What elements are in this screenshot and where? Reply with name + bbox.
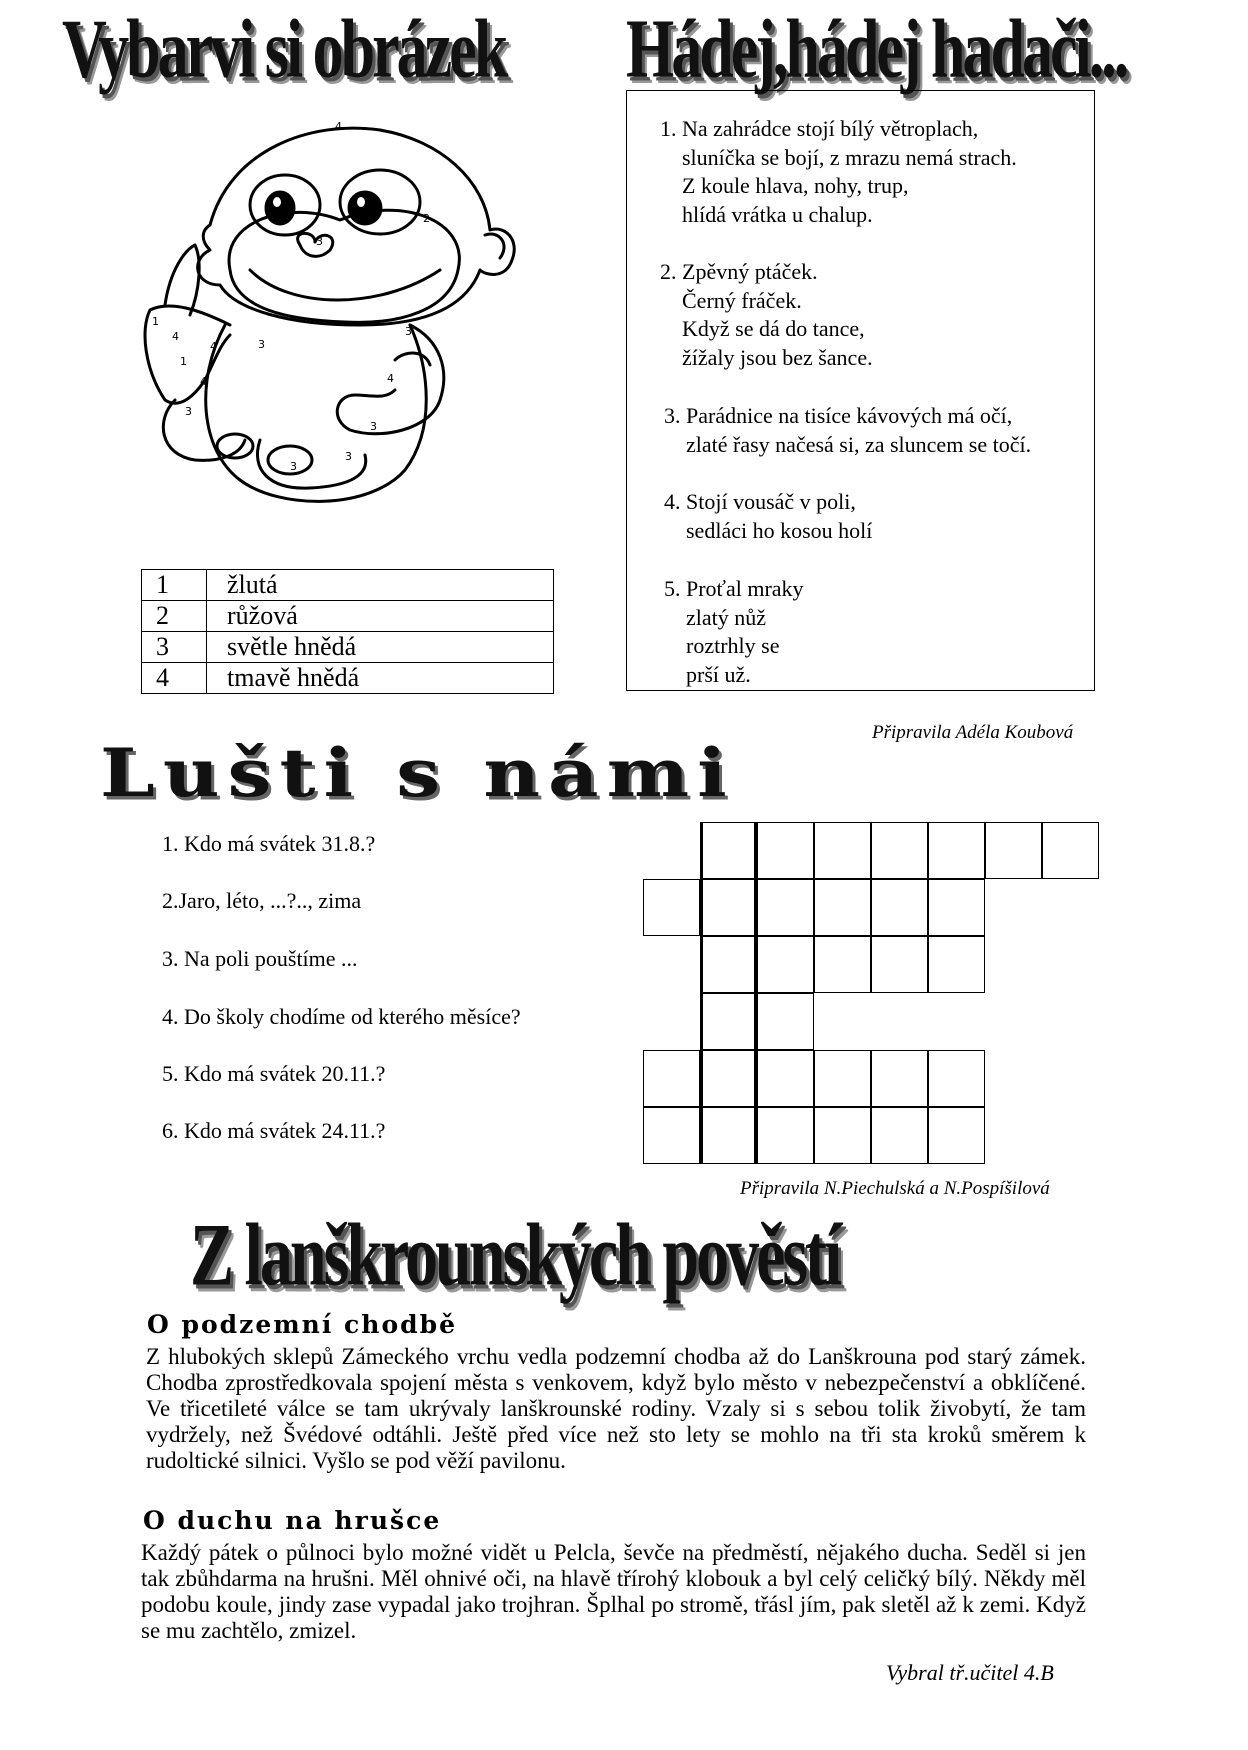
crossword-cell[interactable] [757,1050,814,1107]
crossword-cell[interactable] [871,936,928,993]
riddle-line: prší už. [686,661,751,687]
crossword-cell[interactable] [643,879,700,936]
region-number: 3 [345,450,352,463]
riddles-heading: Hádej,hádej hadači... [626,3,1127,96]
coloring-heading: Vybarvi si obrázek [62,3,506,96]
crossword-cell[interactable] [814,1050,871,1107]
region-number: 2 [423,212,430,225]
legend-color: světle hnědá [207,632,554,663]
riddle [660,115,1017,229]
region-number: 3 [258,338,265,351]
crossword-clue: 3. Na poli pouštíme ... [162,946,358,971]
region-number: 4 [387,372,394,385]
crossword-cell[interactable] [814,936,871,993]
crossword-cell[interactable] [757,879,814,936]
region-number: 4 [172,330,179,343]
region-number: 3 [290,460,297,473]
crossword-cell[interactable] [643,1050,700,1107]
crossword-cell[interactable] [1042,822,1099,879]
crossword-heading: Lušti s námi [100,735,735,813]
crossword-cell[interactable] [814,822,871,879]
story-text: Každý pátek o půlnoci bylo možné vidět u Pelcla, ševče na předměstí, nějakého ducha. Seděl si jen tak zbůhdarma na hrušni. Měl ohnivé oči, na hlavě třírohý klobouk a byl celý celičký bílý. Někdy měl podobu koule, jindy zase vypadal jako trojhran. Šplhal po stromě, třásl jím, pak sletěl až k zemi. Když se mu zachtělo, zmizel. [141,1540,1086,1643]
crossword-credit: Připravila N.Piechulská a N.Pospíšilová [740,1178,1050,1199]
riddle [664,402,1031,459]
riddle [660,258,873,372]
monkey-coloring-picture [140,110,520,560]
region-number: 3 [405,325,412,338]
story-title: O podzemní chodbě [147,1310,457,1339]
riddle-line: 3. Parádnice na tisíce kávových má očí, [664,403,1013,428]
story-text: Z hlubokých sklepů Zámeckého vrchu vedla podzemní chodba až do Lanškrouna pod starý zámek. Chodba zprostředkovala spojení města s venkovem, když bylo město v nebezpečenství a obklíčené. Ve třicetileté válce se tam ukrývaly lanškrounské rodiny. Vzaly si s sebou tolik živobytí, že tam vydržely, než Švédové odtáhli. Ještě před více než sto lety se mohlo na tři sta kroků směrem k rudoltické silnici. Vyšlo se pod věží pavilonu. [146,1344,1086,1473]
crossword-clue: 6. Kdo má svátek 24.11.? [162,1118,386,1143]
legend-color: žlutá [207,570,554,601]
crossword-cell[interactable] [928,1107,985,1164]
legend-color: růžová [207,601,554,632]
crossword-clue: 5. Kdo má svátek 20.11.? [162,1061,386,1086]
crossword-clue: 4. Do školy chodíme od kterého měsíce? [162,1004,521,1029]
legend-row [142,570,554,601]
riddle-line: Černý fráček. [682,287,802,313]
crossword-cell[interactable] [700,879,757,936]
riddle-line: roztrhly se [686,633,780,658]
crossword-cell[interactable] [700,1050,757,1107]
legend-row [142,632,554,663]
region-number: 4 [335,120,342,133]
crossword-cell[interactable] [928,1050,985,1107]
region-number: 4 [210,340,217,353]
riddle-line: zlaté řasy načesá si, za sluncem se točí. [686,431,1032,457]
region-number: 4 [200,375,207,388]
region-number: 3 [370,420,377,433]
crossword-clue: 2.Jaro, léto, ...?.., zima [162,888,362,913]
crossword-cell[interactable] [757,993,814,1050]
crossword-cell[interactable] [871,822,928,879]
crossword-cell[interactable] [757,822,814,879]
region-number: 3 [185,405,192,418]
legends-heading: Z lanškrounských pověstí [190,1206,840,1305]
crossword-cell[interactable] [871,1107,928,1164]
riddles-credit: Připravila Adéla Koubová [872,722,1074,743]
crossword-cell[interactable] [928,936,985,993]
crossword-cell[interactable] [757,1107,814,1164]
crossword-cell[interactable] [700,1107,757,1164]
legend-number: 2 [142,601,207,632]
region-number: 3 [316,235,323,248]
region-number: 1 [152,315,159,328]
legend-row [142,601,554,632]
crossword-cell[interactable] [643,1107,700,1164]
legend-number: 4 [142,663,207,694]
riddle [664,488,872,545]
crossword-cell[interactable] [871,1050,928,1107]
riddle [664,575,804,689]
legends-credit: Vybral tř.učitel 4.B [886,1660,1054,1685]
riddle-line: zlatý nůž [686,604,767,630]
riddle-line: 1. Na zahrádce stojí bílý větroplach, [660,116,979,141]
crossword-cell[interactable] [700,822,757,879]
riddle-line: hlídá vrátka u chalup. [682,201,873,227]
riddle-line: Z koule hlava, nohy, trup, [682,173,909,198]
crossword-cell[interactable] [814,1107,871,1164]
crossword-cell[interactable] [985,822,1042,879]
crossword-cell[interactable] [871,879,928,936]
crossword-cell[interactable] [700,936,757,993]
crossword-clue: 1. Kdo má svátek 31.8.? [162,831,376,856]
legend-color: tmavě hnědá [207,663,554,694]
legend-row [142,663,554,694]
riddle-line: 5. Proťal mraky [664,576,804,601]
riddle-line: žížaly jsou bez šance. [682,344,873,370]
legend-number: 3 [142,632,207,663]
crossword-cell[interactable] [814,879,871,936]
crossword-cell[interactable] [700,993,757,1050]
riddle-line: 2. Zpěvný ptáček. [660,259,818,284]
legend-number: 1 [142,570,207,601]
color-legend-table [141,569,554,694]
riddle-line: 4. Stojí vousáč v poli, [664,489,856,514]
crossword-cell[interactable] [757,936,814,993]
story-title: O duchu na hrušce [143,1506,442,1535]
riddle-line: Když se dá do tance, [682,316,865,341]
crossword-grid [643,822,1095,1164]
crossword-cell[interactable] [928,879,985,936]
riddle-line: sluníčka se bojí, z mrazu nemá strach. [682,144,1017,170]
crossword-cell[interactable] [928,822,985,879]
region-number: 1 [180,355,187,368]
riddle-line: sedláci ho kosou holí [686,517,873,543]
